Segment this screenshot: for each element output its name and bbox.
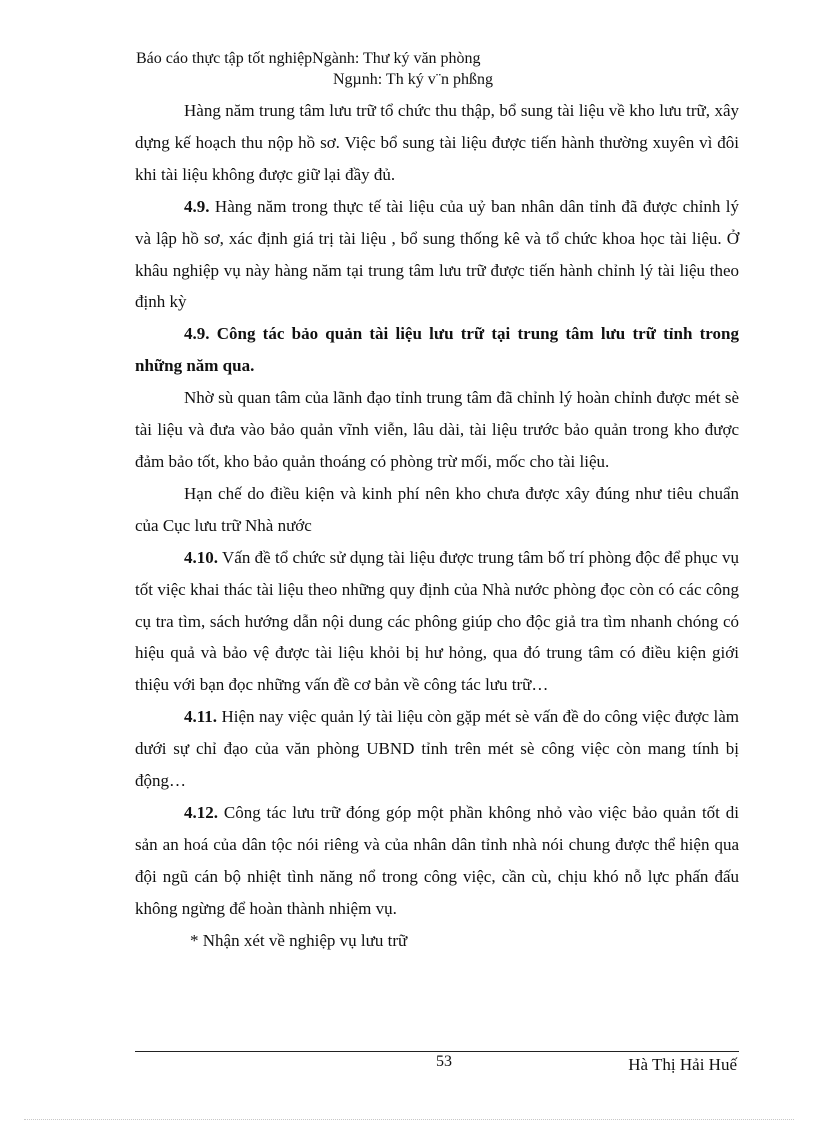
footer-divider xyxy=(135,1051,739,1052)
running-header: Báo cáo thực tập tốt nghiệpNgành: Thư ký văn phòng xyxy=(136,50,481,67)
section-heading xyxy=(135,318,739,382)
paragraph xyxy=(135,542,739,702)
paragraph-text: Nhờ sù quan tâm của lãnh đạo tỉnh trung tâm đã chỉnh lý hoàn chỉnh được mét sè tài liệu và đưa vào bảo quản vĩnh viễn, lâu dài, tài liệu trước bảo quản trong kho được đảm bảo tốt, kho bảo quản thoáng có phòng trừ mối, mốc cho tài liệu. xyxy=(135,388,739,471)
paragraph xyxy=(135,95,739,191)
paragraph xyxy=(135,382,739,478)
paragraph-text: Vấn đề tổ chức sử dụng tài liệu được trung tâm bố trí phòng độc để phục vụ tốt việc khai thác tài liệu theo những quy định của Nhà nước phòng đọc còn có các công cụ tra tìm, sách hướng dẫn nội dung các phông giúp cho độc giả tra tìm nhanh chóng có hiệu quả và bảo vệ được tài liệu khỏi bị hư hỏng, qua đó trung tâm có điều kiện giới thiệu với bạn đọc những vấn đề cơ bản về công tác lưu trữ… xyxy=(135,547,739,695)
page-number: 53 xyxy=(436,1053,452,1070)
paragraph-label: 4.9. xyxy=(184,196,210,216)
note-text: * Nhận xét về nghiệp vụ lưu trữ xyxy=(190,930,408,950)
paragraph-label: 4.12. xyxy=(184,802,218,822)
paragraph-text: Hàng năm trong thực tế tài liệu của uỷ ban nhân dân tỉnh đã được chỉnh lý và lập hồ sơ, xác định giá trị tài liệu , bổ sung thống kê và tổ chức khoa học tài liệu. Ở khâu nghiệp vụ này hàng năm tại trung tâm lưu trữ được tiến hành chỉnh lý tài liệu theo định kỳ xyxy=(135,196,739,312)
paragraph xyxy=(135,701,739,797)
paragraph-text: Hạn chế do điều kiện và kinh phí nên kho chưa được xây đúng như tiêu chuẩn của Cục lưu trữ Nhà nước xyxy=(135,483,739,535)
paragraph xyxy=(135,478,739,542)
paragraph xyxy=(135,797,739,925)
body-text xyxy=(135,95,739,956)
paragraph-label: 4.11. xyxy=(184,707,218,727)
page-bottom-dotted-border xyxy=(24,1119,794,1120)
footer-author: Hà Thị Hải Huế xyxy=(628,1055,737,1074)
running-header-garbled: Ngµnh: Th ký v¨n phßng xyxy=(333,71,494,88)
paragraph-text: Hàng năm trung tâm lưu trữ tổ chức thu thập, bổ sung tài liệu về kho lưu trữ, xây dựng kế hoạch thu nộp hồ sơ. Việc bổ sung tài liệu được tiến hành thường xuyên vì đôi khi tài liệu không được giữ lại đầy đủ. xyxy=(135,101,739,184)
paragraph-label: 4.10. xyxy=(184,547,218,567)
note-line xyxy=(135,925,739,957)
section-heading-text: 4.9. Công tác bảo quản tài liệu lưu trữ tại trung tâm lưu trữ tỉnh trong những năm qua. xyxy=(135,324,739,376)
paragraph xyxy=(135,191,739,319)
paragraph-text: Hiện nay việc quản lý tài liệu còn gặp mét sè vấn đề do công việc được làm dưới sự chỉ đạo của văn phòng UBND tỉnh trên mét sè công việc còn mang tính bị động… xyxy=(135,707,739,791)
paragraph-text: Công tác lưu trữ đóng góp một phần không nhỏ vào việc bảo quản tốt di sản an hoá của dân tộc nói riêng và của nhân dân tỉnh nhà nói chung được thể hiện qua đội ngũ cán bộ nhiệt tình năng nổ trong công việc, cần cù, chịu khó nỗ lực phấn đấu không ngừng để hoàn thành nhiệm vụ. xyxy=(135,802,739,918)
